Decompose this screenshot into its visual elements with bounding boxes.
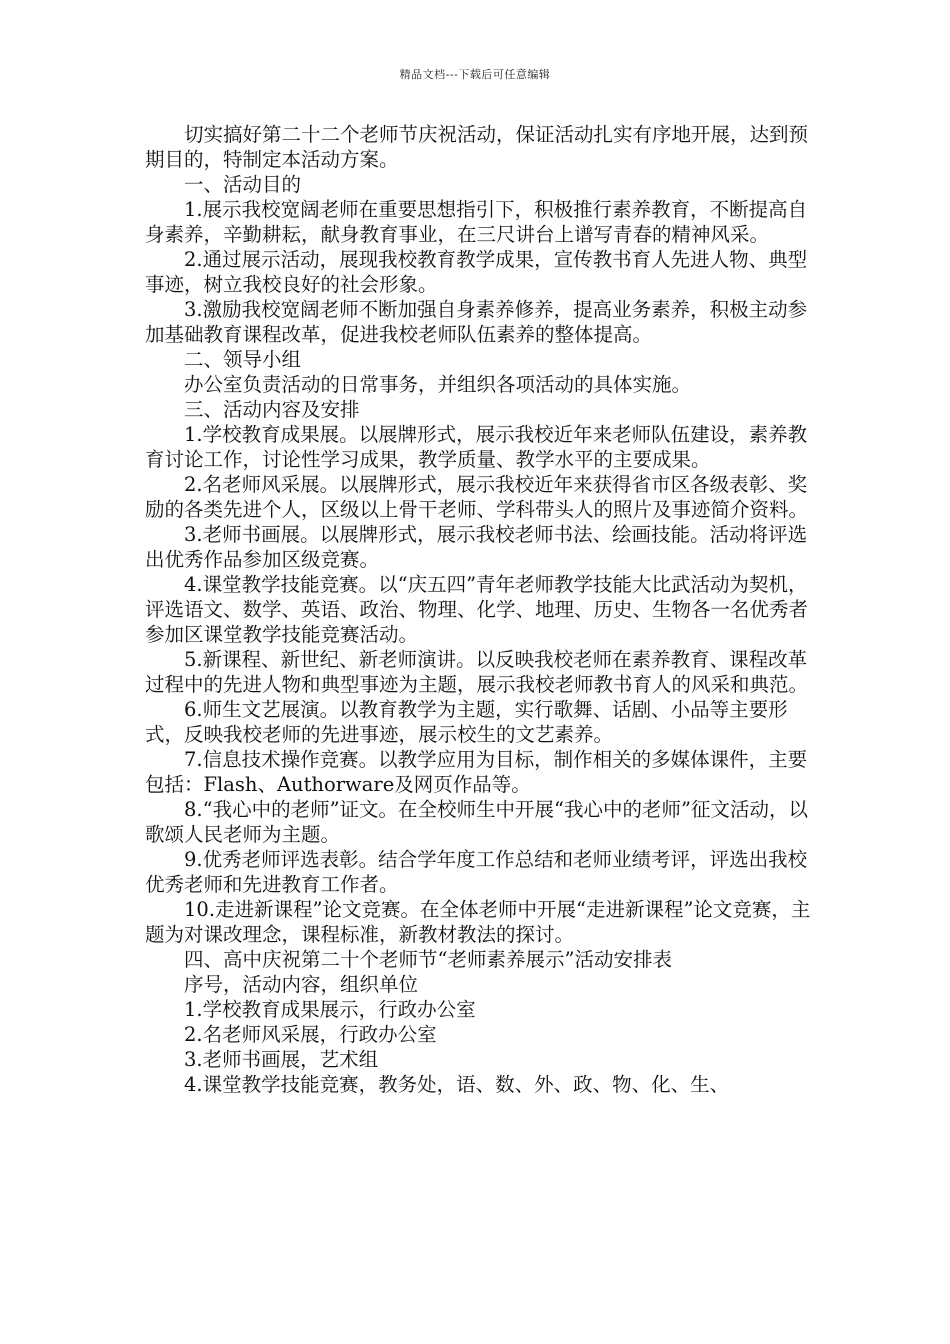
schedule-header-line: 序号，活动内容，组织单位 [184,973,419,996]
section-heading-leadership: 二、领导小组 [184,348,302,371]
paragraph: 7.信息技术操作竞赛。以教学应用为目标，制作相关的多媒体课件，主要包括：Flash、Authorware及网页作品等。 [145,748,808,796]
paragraph: 3.老师书画展。以展牌形式，展示我校老师书法、绘画技能。活动将评选出优秀作品参加区级竞赛。 [145,523,808,571]
page-header: 精品文档---下载后可任意编辑 [399,68,551,81]
paragraph: 5.新课程、新世纪、新老师演讲。以反映我校老师在素养教育、课程改革过程中的先进人物和典型事迹为主题，展示我校老师教书育人的风采和典范。 [145,648,809,696]
paragraph: 2.通过展示活动，展现我校教育教学成果，宣传教书育人先进人物、典型事迹，树立我校良好的社会形象。 [145,248,808,296]
section-heading-activities: 三、活动内容及安排 [184,398,360,421]
paragraph: 10.走进新课程”论文竞赛。在全体老师中开展“走进新课程”论文竞赛，主题为对课改理念，课程标准，新教材教法的探讨。 [145,898,811,946]
paragraph: 2.名老师风采展。以展牌形式，展示我校近年来获得省市区各级表彰、奖励的各类先进个人，区级以上骨干老师、学科带头人的照片及事迹简介资料。 [145,473,809,521]
schedule-line: 2.名老师风采展，行政办公室 [184,1023,437,1046]
section-heading-purpose: 一、活动目的 [184,173,302,196]
section-heading-schedule: 四、高中庆祝第二十个老师节“老师素养展示”活动安排表 [184,948,672,971]
schedule-line: 4.课堂教学技能竞赛，教务处，语、数、外、政、物、化、生、 [184,1073,730,1096]
paragraph: 9.优秀老师评选表彰。结合学年度工作总结和老师业绩考评，评选出我校优秀老师和先进教育工作者。 [145,848,808,896]
intro-paragraph: 切实搞好第二十二个老师节庆祝活动，保证活动扎实有序地开展，达到预期目的，特制定本活动方案。 [145,123,809,171]
schedule-line: 3.老师书画展，艺术组 [184,1048,379,1071]
paragraph: 1.展示我校宽阔老师在重要思想指引下，积极推行素养教育，不断提高自身素养，辛勤耕耘，献身教育事业，在三尺讲台上谱写青春的精神风采。 [145,198,808,246]
schedule-line: 1.学校教育成果展示，行政办公室 [184,998,476,1021]
paragraph: 3.激励我校宽阔老师不断加强自身素养修养，提高业务素养，积极主动参加基础教育课程改革，促进我校老师队伍素养的整体提高。 [145,298,808,346]
paragraph: 8.“我心中的老师”证文。在全校师生中开展“我心中的老师”征文活动，以歌颂人民老师为主题。 [145,798,808,846]
document-body [145,122,813,1097]
paragraph: 4.课堂教学技能竞赛。以“庆五四”青年老师教学技能大比武活动为契机，评选语文、数学、英语、政治、物理、化学、地理、历史、生物各一名优秀者参加区课堂教学技能竞赛活动。 [145,573,809,646]
paragraph: 办公室负责活动的日常事务，并组织各项活动的具体实施。 [184,373,692,396]
paragraph: 1.学校教育成果展。以展牌形式，展示我校近年来老师队伍建设，素养教育讨论工作，讨论性学习成果，教学质量、教学水平的主要成果。 [145,423,808,471]
paragraph: 6.师生文艺展演。以教育教学为主题，实行歌舞、话剧、小品等主要形式，反映我校老师的先进事迹，展示校生的文艺素养。 [145,698,788,746]
